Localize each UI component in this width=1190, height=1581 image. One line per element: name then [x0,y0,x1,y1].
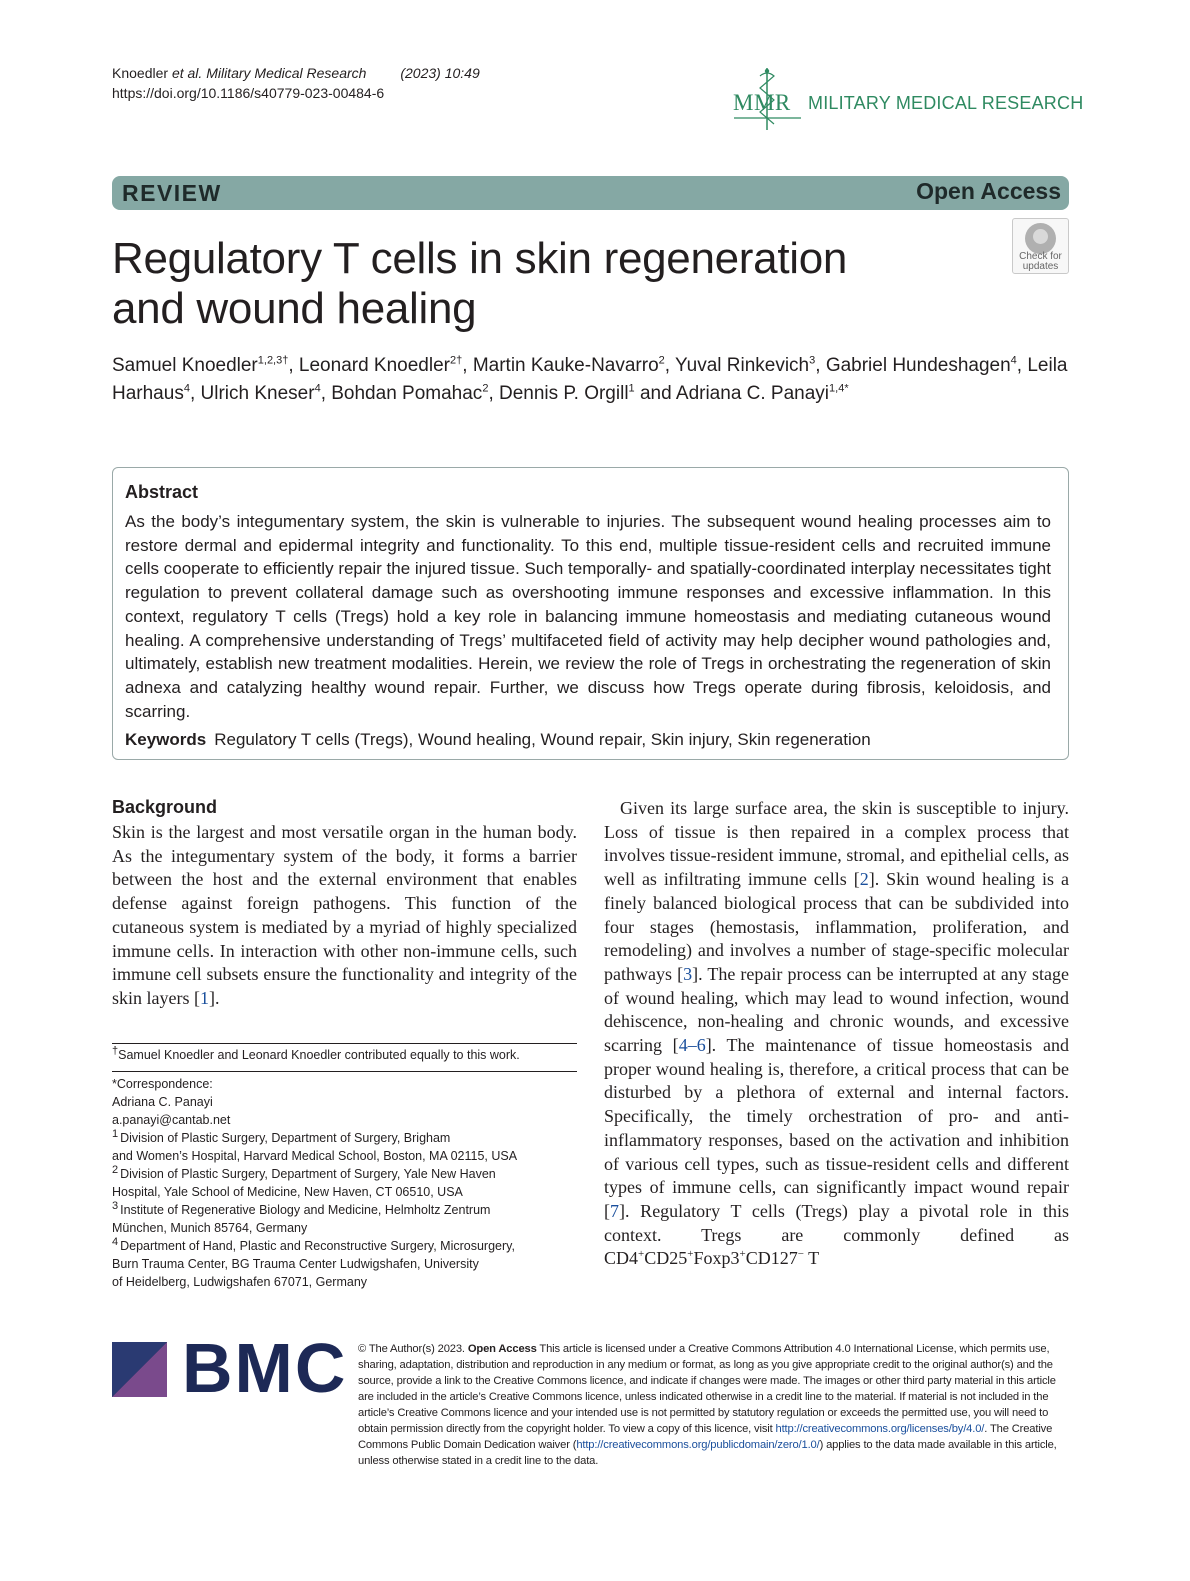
author-name: Bohdan Pomahac [331,383,483,404]
correspondence-label: *Correspondence: [112,1077,213,1091]
citation-journal: Military Medical Research [206,65,367,81]
check-updates-label: Check for updates [1019,251,1062,272]
affiliation-item: $^2$ Division of Plastic Surgery, Department of Surgery, Yale New Haven Hospital, Yale School of Medicine, New Haven, CT 06510, USA [112,1163,496,1199]
reference-link[interactable]: 4–6 [678,1035,706,1056]
author-affiliation-sup: 2† [450,354,463,367]
abstract-text: As the body’s integumentary system, the skin is vulnerable to injuries. The subsequent wound healing processes aim to restore dermal and epidermal integrity and functionality. To this end, multiple tissue-resident cells and recruited immune cells cooperate to efficiently repair the injured tissue. Such temporally- and spatially-coordinated interplay necessitates tight regulation to prevent collateral damage such as overshooting immune responses and excessive inflammation. In this context, regulatory T cells (Tregs) hold a key role in balancing immune homeostasis and mediating cutaneous wound healing. A comprehensive understanding of Tregs’ multifaceted field of activity may help decipher wound pathologies and, ultimately, establish new treatment modalities. Herein, we review the role of Tregs in orchestrating the regeneration of skin adnexa and catalyzing healthy wound repair. Further, we discuss how Tregs operate during fibrosis, keloidosis, and scarring. [125,512,1051,721]
affiliation-item: $^1$ Division of Plastic Surgery, Department of Surgery, Brigham and Women’s Hospital, Harvard Medical School, Boston, MA 02115, USA [112,1127,518,1163]
reference-link[interactable]: 3 [683,963,693,984]
keywords-list: Regulatory T cells (Tregs), Wound healing, Wound repair, Skin injury, Skin regeneration [214,730,871,749]
license-text: © The Author(s) 2023. Open Access This article is licensed under a Creative Commons Attribution 4.0 International License, which permits use, sharing, adaptation, distribution and reproduction in any medium or format, as long as you give appropriate credit to the original author(s) and the source, provide a link to the Creative Commons licence, and indicate if changes were made. The images or other third party material in this article are included in the article’s Creative Commons licence, unless indicated otherwise in a credit line to the material. If material is not included in the article’s Creative Commons licence and your intended use is not permitted by statutory regulation or exceeds the permitted use, you will need to obtain permission directly from the copyright holder. To view a copy of this licence, visit http://creativecommons.org/licenses/by/4.0/. The Creative Commons Public Domain Dedication waiver (http://creativecommons.org/publicdomain/zero/1.0/) applies to the data made available in this article, unless otherwise stated in a credit line to the data. [358,1343,1057,1467]
author-name: Dennis P. Orgill [499,383,629,404]
bmc-logo-icon [112,1342,167,1397]
author-name: Adriana C. Panayi [675,383,830,404]
background-heading: Background [112,797,218,817]
check-for-updates-button[interactable] [1012,218,1069,274]
article-type-label: REVIEW [122,180,222,206]
license-link[interactable]: http://creativecommons.org/licenses/by/4.0/ [775,1423,985,1435]
author-list: Samuel Knoedler$^{1,2,3\dagger}$, Leonard Knoedler$^{2\dagger}$, Martin Kauke-Navarro$^2$, Yuval Rinkevich$^3$, Gabriel Hundeshagen$^4$, Leila Harhaus$^4$, Ulrich Kneser$^4$, Bohdan Pomahac$^2$, Dennis P. Orgill$^1$ and Adriana C. Panayi$^{1,4*}$ [112,354,1068,404]
correspondence-name: Adriana C. Panayi [112,1095,213,1109]
reference-link[interactable]: 1 [199,987,209,1008]
author-affiliation-sup: 4 [314,382,321,395]
bmc-logo [112,1329,348,1407]
bmc-logo-text: BMC [182,1329,348,1407]
affiliation-item: $^3$ Institute of Regenerative Biology and Medicine, Helmholtz Zentrum München, Munich 85764, Germany [112,1199,491,1235]
citation-year-volume: (2023) 10:49 [400,65,480,81]
author-affiliation-sup: 1,4* [829,382,849,395]
abstract-heading: Abstract [125,482,199,502]
check-updates-icon [1025,223,1056,254]
open-access-label: Open Access [916,178,1061,204]
equal-contribution-note: †Samuel Knoedler and Leonard Knoedler contributed equally to this work. [112,1044,520,1062]
citation-author: Knoedler [112,65,169,81]
reference-link[interactable]: 2 [859,869,869,890]
reference-link[interactable]: 7 [610,1200,619,1221]
author-name: Yuval Rinkevich [675,355,810,376]
citation-et-al: et al. [171,65,203,81]
author-name: Gabriel Hundeshagen [825,355,1011,376]
author-name: Martin Kauke-Navarro [472,355,659,376]
footnote-divider [112,1071,577,1072]
author-affiliation-sup: 2 [482,382,489,395]
title-line-2: and wound healing [112,284,477,333]
background-paragraph-1: Skin is the largest and most versatile organ in the human body. As the integumentary system of the body, it forms a barrier between the host and the external environment that enables defense against foreign pathogens. This function of the cutaneous system is mediated by a myriad of highly specialized immune cells. In interaction with other non-immune cells, such immune cell subsets ensure the functionality and integrity of the skin layers [1]. [112,822,577,1008]
public-domain-link[interactable]: http://creativecommons.org/publicdomain/zero/1.0/ [576,1439,820,1451]
affiliation-item: $^4$ Department of Hand, Plastic and Reconstructive Surgery, Microsurgery, Burn Trauma Center, BG Trauma Center Ludwigshafen, University of Heidelberg, Ludwigshafen 67071, Germany [112,1235,515,1289]
author-affiliation-sup: 2 [658,354,665,367]
author-name: Ulrich Kneser [200,383,315,404]
author-affiliation-sup: 4 [1010,354,1017,367]
author-name: Leila Harhaus [112,355,1068,404]
author-affiliation-sup: 3 [809,354,816,367]
author-name: Samuel Knoedler [112,355,258,376]
title-line-1: Regulatory T cells in skin regeneration [112,234,848,283]
footnote-divider [112,1043,577,1044]
background-paragraph-2: Given its large surface area, the skin is susceptible to injury. Loss of tissue is then repaired in a complex process that involves tissue-resident immune, stromal, and epithelial cells, as well as infiltrating immune cells [2]. Skin wound healing is a finely balanced biological process that can be subdivided into four stages (hemostasis, inflammation, proliferation, and remodeling) and involves a number of stage-specific molecular pathways [3]. The repair process can be interrupted at any stage of wound healing, which may lead to wound infection, wound dehiscence, non-healing and chronic wounds, and excessive scarring [4–6]. The maintenance of tissue homeostasis and proper wound healing is, therefore, a critical process that can be disturbed by a plethora of external and internal factors. Specifically, the timely orchestration of pro- and anti-inflammatory responses, based on the activation and inhibition of various cell types, such as tissue-resident cells and different types of immune cells, can significantly impact wound repair [7]. Regulatory T cells (Tregs) play a pivotal role in this context. Tregs are commonly defined as CD4+CD25+Foxp3+CD127− T [604,798,1070,1269]
author-affiliation-sup: 1,2,3† [257,354,289,367]
keywords-label: Keywords [125,730,207,749]
author-affiliation-sup: 4 [183,382,190,395]
journal-name: MILITARY MEDICAL RESEARCH [808,93,1084,113]
author-affiliation-sup: 1 [628,382,635,395]
affiliation-list [112,1129,582,1291]
article-type-bar [112,176,1069,210]
article-title [112,234,912,334]
keywords [125,730,871,750]
abstract-box [112,467,1069,760]
author-name: Leonard Knoedler [298,355,450,376]
doi-link[interactable]: https://doi.org/10.1186/s40779-023-00484-6 [112,85,385,101]
correspondence-block [112,1075,582,1291]
journal-citation [112,64,480,82]
mmr-logo-text: MMR [733,90,791,115]
correspondence-email[interactable]: a.panayi@cantab.net [112,1113,231,1127]
